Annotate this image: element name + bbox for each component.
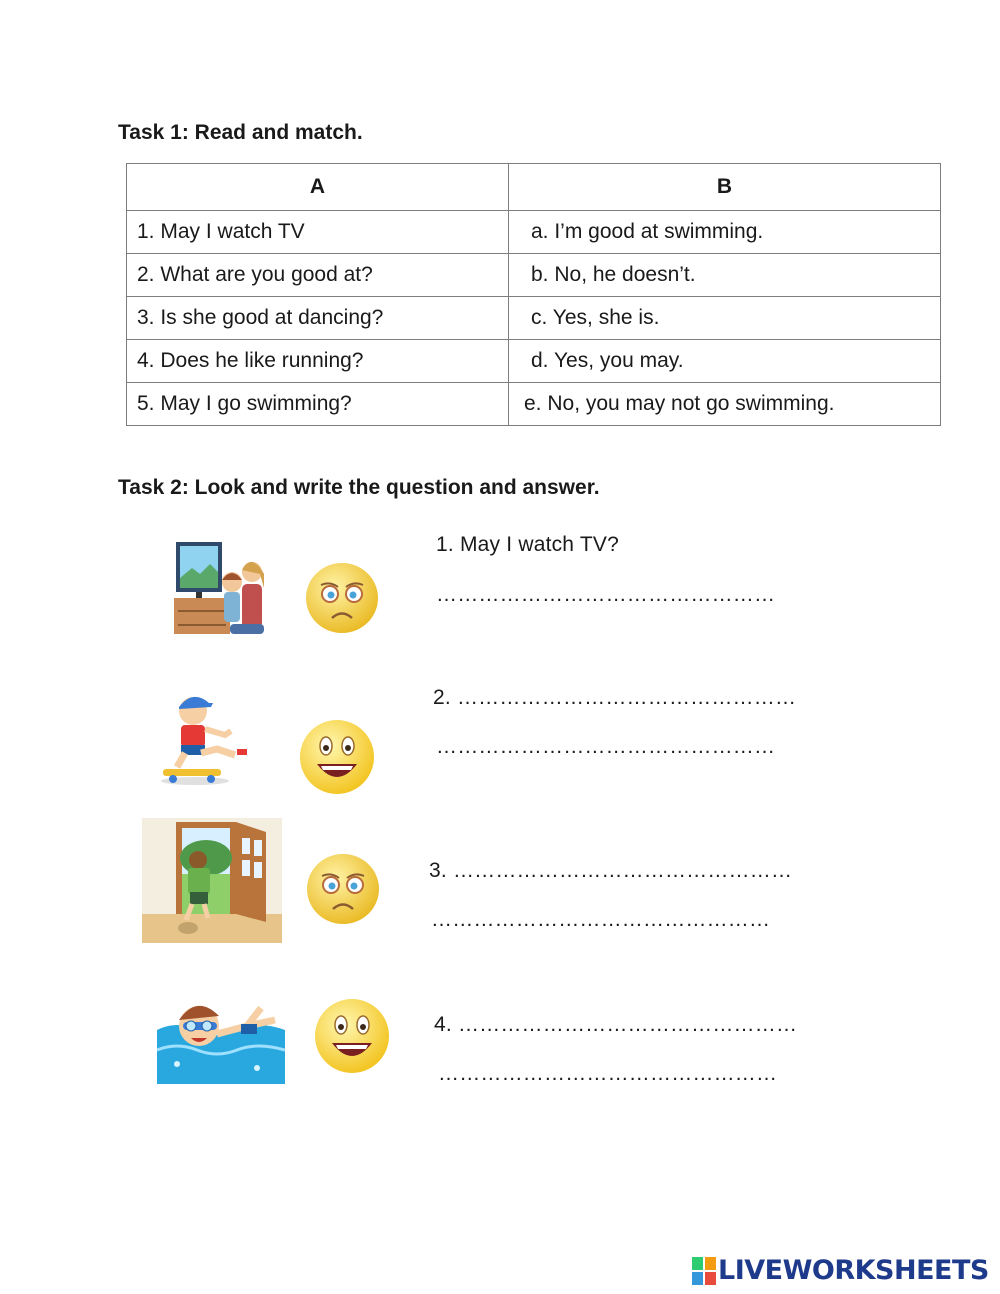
cell-a: 1. May I watch TV	[127, 211, 509, 254]
task2-title: Task 2: Look and write the question and answer.	[118, 476, 600, 499]
cell-a: 3. Is she good at dancing?	[127, 297, 509, 340]
skateboarding-picture	[155, 689, 255, 787]
table-row	[127, 297, 941, 340]
sad-face-icon	[305, 852, 381, 926]
cell-b: c. Yes, she is.	[509, 297, 941, 340]
table-row	[127, 211, 941, 254]
cell-a: 2. What are you good at?	[127, 254, 509, 297]
column-header-a: A	[127, 164, 509, 211]
table-row	[127, 383, 941, 426]
cell-b: e. No, you may not go swimming.	[509, 383, 941, 426]
liveworksheets-logo	[692, 1255, 989, 1286]
question-1: 1. May I watch TV?	[436, 533, 619, 556]
question-2[interactable]: 2. …………………………………………	[433, 686, 797, 709]
swimming-picture	[157, 990, 285, 1088]
question-4[interactable]: 4. …………………………………………	[434, 1013, 798, 1036]
table-row	[127, 340, 941, 383]
task1-title: Task 1: Read and match.	[118, 121, 363, 144]
watching-tv-picture	[170, 540, 268, 640]
answer-line-4[interactable]: …………………………………………	[438, 1062, 778, 1085]
logo-blocks-icon	[692, 1257, 716, 1285]
matching-table	[126, 163, 941, 426]
cell-a: 4. Does he like running?	[127, 340, 509, 383]
answer-line-1[interactable]: …………………………………………	[436, 583, 776, 606]
column-header-b: B	[509, 164, 941, 211]
answer-line-3[interactable]: …………………………………………	[431, 908, 771, 931]
table-row	[127, 254, 941, 297]
question-3[interactable]: 3. …………………………………………	[429, 859, 793, 882]
cell-a: 5. May I go swimming?	[127, 383, 509, 426]
table-header-row	[127, 164, 941, 211]
sad-face-icon	[304, 561, 380, 635]
cell-b: d. Yes, you may.	[509, 340, 941, 383]
going-outside-picture	[142, 818, 282, 943]
cell-b: b. No, he doesn’t.	[509, 254, 941, 297]
brand-name: LIVEWORKSHEETS	[718, 1255, 989, 1286]
cell-b: a. I’m good at swimming.	[509, 211, 941, 254]
happy-face-icon	[314, 997, 390, 1075]
happy-face-icon	[299, 718, 375, 796]
answer-line-2[interactable]: …………………………………………	[436, 735, 776, 758]
